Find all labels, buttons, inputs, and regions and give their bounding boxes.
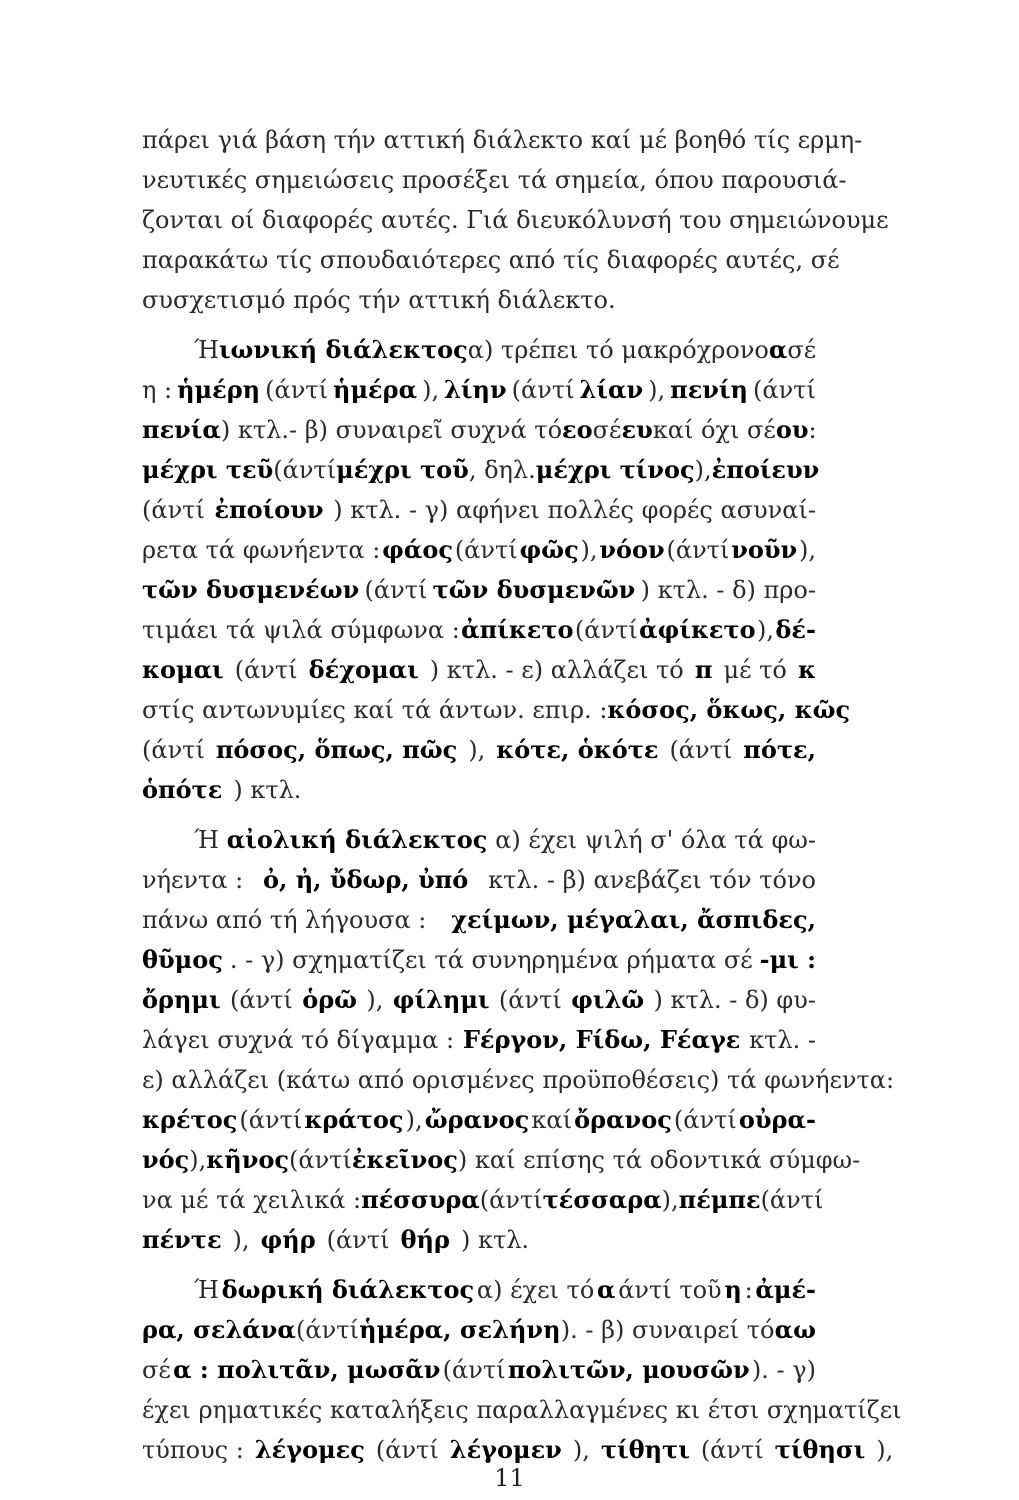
bold-term: τίθησι (774, 1435, 866, 1464)
text-run: (άντί (265, 376, 328, 404)
text-line (142, 330, 816, 370)
text-line (142, 120, 863, 160)
text-run: Ή (194, 826, 219, 854)
text-run: ), (232, 1226, 250, 1254)
text-run: α) έχει τό (476, 1276, 595, 1304)
text-run: λάγει συχνά τό δίγαμμα : (142, 1026, 455, 1054)
text-run: παρακάτω τίς σπουδαιότερες από τίς διαφορές αυτές, σέ (142, 246, 840, 274)
text-line (142, 1310, 816, 1350)
text-line (142, 940, 816, 980)
text-line (142, 1220, 816, 1260)
paragraph (142, 330, 851, 810)
text-run: ), (694, 456, 712, 484)
text-run: ), (572, 1436, 590, 1464)
bold-term: δωρική διάλεκτος (221, 1275, 475, 1304)
text-run: ) κτλ. - δ) προ- (640, 576, 816, 604)
text-run: (άντί (479, 1186, 543, 1214)
text-line (142, 730, 816, 770)
text-line (142, 1100, 816, 1140)
text-run: (άντί (289, 1146, 352, 1174)
bold-term: χείμων, μέγαλαι, ἄσπιδες, (451, 905, 816, 934)
text-run: ρετα τά φωνήεντα : (142, 536, 381, 564)
text-run: (άντί (753, 376, 816, 404)
bold-term: φήρ (260, 1225, 316, 1254)
text-run: (άντί (760, 1186, 824, 1214)
text-run: (άντί (454, 536, 518, 564)
text-run: (άντί (511, 376, 575, 404)
text-line (142, 690, 851, 730)
text-run: άντί τοῦ (618, 1276, 722, 1304)
text-line (142, 450, 820, 490)
bold-term: νός (142, 1145, 190, 1174)
text-run: ), (366, 986, 384, 1014)
bold-term: ἐποίουν (214, 495, 324, 524)
bold-term: ὁπότε (142, 775, 223, 804)
bold-term: Fέργον, Fίδω, Fέαγε (462, 1025, 741, 1054)
text-run: ) κτλ. - δ) φυ- (653, 986, 816, 1014)
text-run: να μέ τά χειλικά : (142, 1186, 362, 1214)
text-run: . - γ) σχηματίζει τά συνηρημένα ρήματα σέ (229, 946, 753, 974)
text-run: (άντί (666, 536, 730, 564)
text-line (142, 1270, 816, 1310)
bold-term: η (724, 1275, 742, 1304)
text-run: (άντί (142, 496, 205, 524)
text-run: (άντί (442, 1356, 506, 1384)
bold-term: τῶν δυσμενέων (142, 575, 360, 604)
text-run: μέ τό (723, 656, 787, 684)
text-run: τύπους : (142, 1436, 244, 1464)
bold-term: α (768, 335, 788, 364)
text-run: (άντί (296, 1316, 359, 1344)
bold-term: ὀ, ἠ, ὔδωρ, ὐπό (263, 865, 469, 894)
bold-term: λίαν (579, 375, 644, 404)
text-run: (άντί (375, 1436, 439, 1464)
bold-term: α (597, 1275, 616, 1304)
text-run: πάρει γιά βάση τήν αττική διάλεκτο καί μέ βοηθό τίς ερμη- (142, 126, 863, 154)
text-line (142, 900, 816, 940)
text-line (142, 1060, 895, 1100)
bold-term: νόον (599, 535, 665, 564)
text-run: στίς αντωνυμίες καί τά άντων. επιρ. : (142, 696, 608, 724)
bold-term: ου (775, 415, 809, 444)
text-run: καί όχι σέ (652, 416, 776, 444)
bold-term: νοῦν (731, 535, 798, 564)
text-run: (άντί (326, 1226, 390, 1254)
text-run: (άντί (669, 736, 733, 764)
bold-term: μέχρι τίνος (535, 455, 695, 484)
text-run: ε) αλλάζει (κάτω από ορισμένες προϋποθέσεις) τά φωνήεντα: (142, 1066, 895, 1094)
text-line (142, 200, 889, 240)
bold-term: φῶς (519, 535, 579, 564)
text-run: ) κτλ. (233, 776, 302, 804)
bold-term: κόσος, ὅκως, κῶς (607, 695, 851, 724)
bold-term: ὄρημι (142, 985, 221, 1014)
text-line (142, 570, 816, 610)
text-run: κτλ. - β) ανεβάζει τόν τόνο (488, 866, 816, 894)
text-line (142, 280, 816, 320)
text-run: σέ (592, 416, 622, 444)
text-line (142, 770, 816, 810)
text-run: σέ (787, 336, 817, 364)
text-run: α) έχει ψιλή σ' όλα τά φω- (495, 826, 816, 854)
bold-term: ὄρανος (574, 1105, 672, 1134)
bold-term: φιλῶ (571, 985, 645, 1014)
text-run: τιμάει τά ψιλά σύμφωνα : (142, 616, 460, 644)
bold-term: ὁρῶ (302, 985, 358, 1014)
bold-term: δέχομαι (308, 655, 419, 684)
text-run: (άντί (229, 986, 293, 1014)
text-run: α) τρέπει τό μακρόχρονο (467, 336, 769, 364)
text-run: ). - β) συναιρεί τό (560, 1316, 775, 1344)
text-line (142, 860, 816, 900)
text-run: η : (142, 376, 173, 404)
bold-term: τίθητι (600, 1435, 690, 1464)
bold-term: λίην (444, 375, 507, 404)
text-run: ), (757, 616, 775, 644)
text-run: έχει ρηματικές καταλήξεις παραλλαγμένες κι έτσι σχηματίζει (142, 1396, 902, 1424)
text-line (142, 650, 816, 690)
text-line (142, 410, 816, 450)
bold-term: πέσσυρα (361, 1185, 480, 1214)
bold-term: κῆνος (206, 1145, 289, 1174)
text-run: (άντί (673, 1106, 737, 1134)
bold-term: φάος (382, 535, 453, 564)
text-run: Ή (194, 1276, 219, 1304)
bold-term: α : πολιτᾶν, μωσᾶν (173, 1355, 441, 1384)
text-run: ), (648, 376, 666, 404)
paragraph (142, 120, 889, 320)
text-run: : (744, 1276, 753, 1304)
text-run: (άντί (239, 1106, 303, 1134)
text-line (142, 980, 816, 1020)
bold-term: ἐκεῖνος (351, 1145, 458, 1174)
text-run: καί (531, 1106, 573, 1134)
text-line (142, 1020, 816, 1060)
text-run: ). - γ) (751, 1356, 816, 1384)
text-run: ), (580, 536, 598, 564)
text-run: (άντί (498, 986, 562, 1014)
text-run: ), (661, 1186, 679, 1214)
text-run: , δηλ. (468, 456, 536, 484)
bold-term: ἡμέρη (177, 375, 261, 404)
text-run: (άντί (273, 456, 337, 484)
text-run: πάνω από τή λήγουσα : (142, 906, 427, 934)
text-run: σέ (142, 1356, 171, 1384)
paragraph-gap (142, 1260, 816, 1270)
text-line (142, 1180, 824, 1220)
bold-term: πενίη (670, 375, 748, 404)
text-run: ), (798, 536, 816, 564)
text-line (142, 610, 816, 650)
bold-term: κράτος (304, 1105, 404, 1134)
paragraph-gap (142, 320, 816, 330)
text-line (142, 1390, 902, 1430)
text-run: ), (876, 1436, 894, 1464)
text-run: ζονται οί διαφορές αυτές. Γιά διευκόλυνσή του σημειώνουμε (142, 206, 889, 234)
text-run: ), (189, 1146, 207, 1174)
bold-term: θήρ (400, 1225, 450, 1254)
bold-term: κ (797, 655, 816, 684)
bold-term: μέχρι τοῦ (336, 455, 469, 484)
text-run: νευτικές σημειώσεις προσέξει τά σημεία, όπου παρουσιά- (142, 166, 847, 194)
paragraph-gap (142, 810, 816, 820)
bold-term: δέ- (775, 615, 816, 644)
text-run: : (808, 416, 817, 444)
bold-term: πολιτῶν, μουσῶν (507, 1355, 750, 1384)
bold-term: μέχρι τεῦ (142, 455, 274, 484)
text-run: ), (405, 1106, 423, 1134)
text-run: (άντί (234, 656, 298, 684)
bold-term: λέγομεν (449, 1435, 562, 1464)
bold-term: κότε, ὁκότε (496, 735, 659, 764)
bold-term: φίλημι (392, 985, 490, 1014)
bold-term: πέμπε (678, 1185, 761, 1214)
bold-term: θῦμος (142, 945, 223, 974)
bold-term: πόσος, ὅπως, πῶς (215, 735, 458, 764)
text-line (142, 1140, 861, 1180)
bold-term: ἐποίευν (711, 455, 820, 484)
text-run: ) κτλ. (460, 1226, 530, 1254)
bold-term: τῶν δυσμενῶν (432, 575, 636, 604)
text-run: ) κτλ. - ε) αλλάζει τό (429, 656, 684, 684)
text-run: ) κτλ. - γ) αφήνει πολλές φορές ασυναί- (333, 496, 816, 524)
bold-term: τέσσαρα (542, 1185, 662, 1214)
bold-term: ιωνική διάλεκτος (218, 335, 468, 364)
bold-term: π (694, 655, 713, 684)
bold-term: πενία (142, 415, 221, 444)
bold-term: ευ (621, 415, 653, 444)
bold-term: ἡμέρα (333, 375, 418, 404)
bold-term: αω (774, 1315, 816, 1344)
text-run: (άντί (364, 576, 428, 604)
text-line (142, 820, 816, 860)
bold-term: κρέτος (142, 1105, 238, 1134)
bold-term: ἡμέρα, σελήνη (359, 1315, 561, 1344)
text-line (142, 490, 816, 530)
text-run: νήεντα : (142, 866, 244, 894)
text-run: κτλ. - (749, 1026, 816, 1054)
text-line (142, 530, 816, 570)
bold-term: -μι : (759, 945, 816, 974)
text-line (142, 160, 847, 200)
text-run: συσχετισμό πρός τήν αττική διάλεκτο. (142, 286, 616, 314)
paragraph (142, 1270, 902, 1470)
text-run: (άντί (700, 1436, 764, 1464)
text-run: ) κτλ.- β) συναιρεῖ συχνά τό (220, 416, 563, 444)
page-number: 11 (494, 1464, 525, 1492)
bold-term: ὤρανος (424, 1105, 530, 1134)
bold-term: εο (562, 415, 593, 444)
text-run: ), (468, 736, 486, 764)
bold-term: ρα, σελάνα (142, 1315, 296, 1344)
bold-term: λέγομες (254, 1435, 365, 1464)
text-line (142, 240, 840, 280)
bold-term: ἀπίκετο (461, 615, 574, 644)
text-run: (άντί (142, 736, 205, 764)
bold-term: κομαι (142, 655, 224, 684)
text-line (142, 370, 816, 410)
text-run: ), (422, 376, 440, 404)
bold-term: πέντε (142, 1225, 222, 1254)
bold-term: ἀφίκετο (639, 615, 756, 644)
text-run: (άντί (574, 616, 638, 644)
text-run: Ή (194, 336, 219, 364)
text-line (142, 1350, 816, 1390)
bold-term: ἀμέ- (755, 1275, 816, 1304)
paragraph (142, 820, 895, 1260)
bold-term: πότε, (743, 735, 816, 764)
page-body (142, 120, 902, 1470)
bold-term: οὐρα- (738, 1105, 816, 1134)
text-run: ) καί επίσης τά οδοντικά σύμφω- (457, 1146, 861, 1174)
bold-term: αἰολική διάλεκτος (226, 825, 488, 854)
